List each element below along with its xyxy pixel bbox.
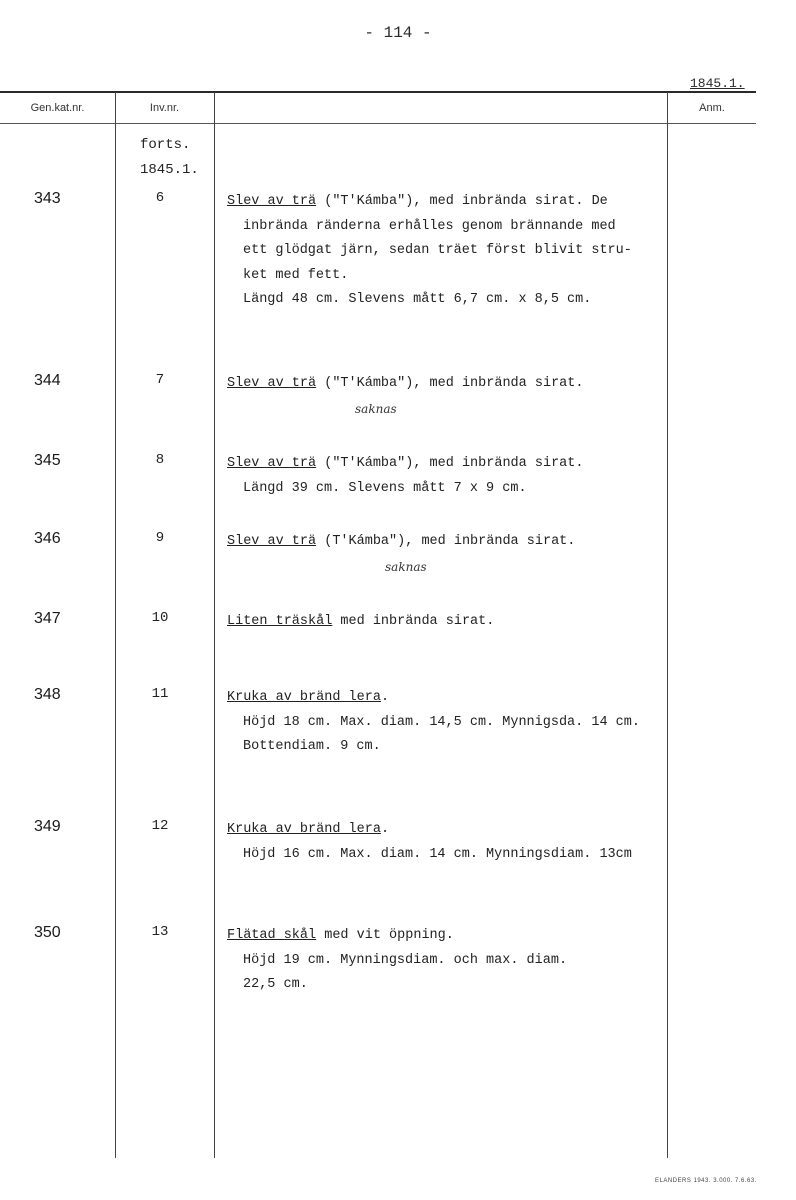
entry-first-line: [227, 530, 667, 555]
header-inv-nr: Inv.nr.: [149, 102, 180, 114]
gen-kat-nr: 350: [34, 924, 61, 941]
series-reference: 1845.1.: [690, 76, 745, 91]
entry-text: ("T'Kámba"), med inbrända sirat.: [316, 456, 584, 471]
gen-kat-nr: 349: [34, 818, 61, 835]
entry-first-line: [227, 452, 667, 477]
gen-kat-nr: 344: [34, 372, 61, 389]
header-bottom-rule: [0, 123, 756, 124]
entry-title: Slev av trä: [227, 456, 317, 471]
header-gen-kat-nr: Gen.kat.nr.: [30, 102, 85, 114]
handwritten-note: saknas: [355, 401, 397, 416]
entry-text: .: [380, 822, 390, 837]
column-divider: [214, 92, 215, 1158]
entry-text: (T'Kámba"), med inbrända sirat.: [316, 534, 576, 549]
entry-description: [227, 686, 667, 760]
column-divider: [667, 92, 668, 1158]
gen-kat-nr: 345: [34, 452, 61, 469]
inv-nr: 13: [151, 924, 169, 940]
entry-title: Slev av trä: [227, 376, 317, 391]
entry-title: Slev av trä: [227, 534, 317, 549]
entry-description: [227, 610, 667, 635]
gen-kat-nr: 343: [34, 190, 61, 207]
gen-kat-nr: 348: [34, 686, 61, 703]
entry-text: .: [380, 690, 390, 705]
entry-title: Liten träskål: [227, 614, 333, 629]
inv-nr: 9: [155, 530, 165, 546]
entry-detail-line: Längd 39 cm. Slevens mått 7 x 9 cm.: [243, 480, 527, 496]
page-number: - 114 -: [364, 24, 432, 42]
gen-kat-nr: 346: [34, 530, 61, 547]
entry-first-line: [227, 610, 667, 635]
entry-text: med vit öppning.: [316, 928, 454, 943]
entry-text: ("T'Kámba"), med inbrända sirat.: [316, 376, 584, 391]
continuation-label: forts.: [140, 137, 191, 153]
handwritten-note: saknas: [385, 559, 427, 574]
entry-first-line: [227, 924, 667, 949]
header-anm: Anm.: [699, 102, 725, 114]
entry-description: [227, 818, 667, 867]
entry-first-line: [227, 818, 667, 843]
printer-mark: ELANDERS 1943. 3.000. 7.6.63.: [655, 1178, 757, 1184]
entry-first-line: [227, 686, 667, 711]
entry-description: [227, 530, 667, 579]
entry-detail-line: Höjd 19 cm. Mynningsdiam. och max. diam.: [243, 952, 568, 968]
entry-detail-line: Längd 48 cm. Slevens mått 6,7 cm. x 8,5 cm.: [243, 292, 592, 307]
entry-description: [227, 190, 667, 313]
header-top-rule: [0, 91, 756, 93]
gen-kat-nr: 347: [34, 610, 61, 627]
entry-title: Kruka av bränd lera: [227, 822, 381, 837]
entry-description: [227, 372, 667, 421]
entry-title: Kruka av bränd lera: [227, 690, 381, 705]
inv-nr: 7: [155, 372, 165, 388]
entry-detail-line: 22,5 cm.: [243, 977, 308, 992]
inv-nr: 12: [151, 818, 169, 834]
entry-detail-line: ett glödgat järn, sedan träet först blivit stru-: [243, 243, 632, 258]
entry-first-line: [227, 190, 667, 215]
entry-detail-line: Höjd 16 cm. Max. diam. 14 cm. Mynningsdiam. 13cm: [243, 846, 632, 862]
continuation-series: 1845.1.: [140, 162, 199, 178]
entry-detail-line: Bottendiam. 9 cm.: [243, 739, 381, 754]
entry-detail-line: inbrända ränderna erhålles genom brännande med: [243, 218, 616, 234]
entry-detail-line: Höjd 18 cm. Max. diam. 14,5 cm. Mynnigsda. 14 cm.: [243, 714, 640, 730]
entry-title: Flätad skål: [227, 928, 317, 943]
entry-text: ("T'Kámba"), med inbrända sirat. De: [316, 194, 608, 209]
inv-nr: 8: [155, 452, 165, 468]
entry-description: [227, 924, 667, 998]
entry-description: [227, 452, 667, 501]
entry-detail-line: ket med fett.: [243, 267, 349, 283]
entry-title: Slev av trä: [227, 194, 317, 209]
inv-nr: 6: [155, 190, 165, 206]
entry-text: med inbrända sirat.: [332, 614, 495, 629]
inv-nr: 10: [151, 610, 169, 626]
entry-first-line: [227, 372, 667, 397]
inv-nr: 11: [151, 686, 169, 702]
